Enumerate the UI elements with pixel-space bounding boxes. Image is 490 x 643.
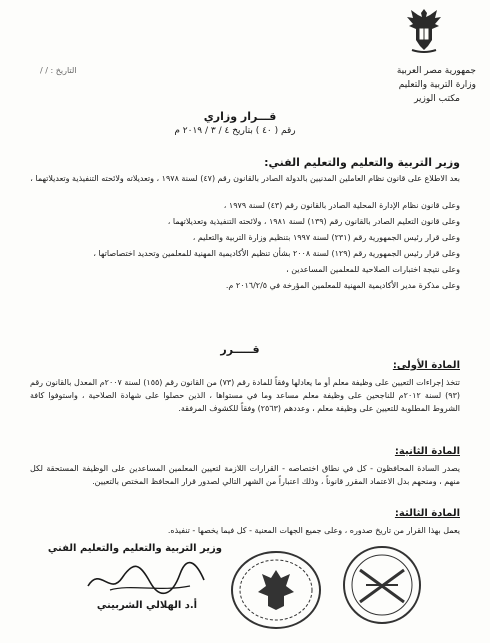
resolved-heading: قـــــرر xyxy=(220,343,260,356)
decree-title: قـــرار وزاري xyxy=(203,110,277,123)
signatory-title: وزير التربية والتعليم والتعليم الفني xyxy=(47,543,222,554)
preamble-item: وعلى قانون التعليم الصادر بالقانون رقم (١٣٩) لسنة ١٩٨١ ، ولائحته التنفيذية وتعديلاتهما ، xyxy=(167,217,460,226)
eagle-emblem-icon xyxy=(404,6,444,54)
header-ministry: وزارة التربية والتعليم xyxy=(398,80,476,90)
header-office: مكتب الوزير xyxy=(414,94,460,104)
article-2-text: يصدر السادة المحافظون - كل في نطاق اختصاصه - القرارات اللازمة لتعيين المعلمين المساعدين على الوظيفة المستحقة لكل منهم ، ومنحهم بدل الاعتماد المقرر قانوناً ، وذلك اعتباراً من الشهر التالي لصدور قرار المحافظ المختص بالتعيين. xyxy=(30,464,460,486)
article-3-text: يعمل بهذا القرار من تاريخ صدوره ، وعلى جميع الجهات المعنية - كل فيما يخصها - تنفيذه. xyxy=(167,526,460,535)
preamble-item: وعلى قرار رئيس الجمهورية رقم (٢٣١) لسنة ١٩٩٧ بتنظيم وزارة التربية والتعليم ، xyxy=(192,233,460,242)
preamble-item: وعلى مذكرة مدير الأكاديمية المهنية للمعلمين المؤرخة في ٢٠١٦/٢/٥ م. xyxy=(225,281,460,290)
preamble-item: وعلى قرار رئيس الجمهورية رقم (١٢٩) لسنة ٢٠٠٨ بشأن تنظيم الأكاديمية المهنية للمعلمين وتحديد اختصاصاتها ، xyxy=(93,249,460,258)
article-3-heading: المادة الثالثة: xyxy=(394,508,460,519)
handwritten-signature xyxy=(80,556,210,600)
minister-heading: وزير التربية والتعليم والتعليم الفني: xyxy=(264,156,460,169)
article-2-heading: المادة الثانية: xyxy=(394,446,460,457)
decree-number: رقم ( ٤٠ ) بتاريخ ٤ / ٣ / ٢٠١٩ م xyxy=(174,126,296,136)
preamble-item: وعلى قانون نظام الإدارة المحلية الصادر بالقانون رقم (٤٣) لسنة ١٩٧٩ ، xyxy=(223,201,460,210)
signatory-name: أ.د الهلالي الشربيني xyxy=(96,600,198,611)
article-1-heading: المادة الأولى: xyxy=(392,360,460,371)
stamp-seal-icon xyxy=(340,540,424,630)
article-1-text: تتخذ إجراءات التعيين على وظيفة معلم أو ما يعادلها وفقاً للمادة رقم (٧٣) من القانون رقم (١٥٥) لسنة ٢٠٠٧م المعدل بالقانون رقم (٩٣) لسنة ٢٠١٢م للناجحين على وظيفة معلم مساعد وما في مستواها ، الذين حصلوا على شهادة الصلاحية ، واستوفوا كافة الشروط المطلوبة للتعيين على وظيفة معلم ، وعددهم (٢٥٦٣) وفقاً للكشوف المرفقة. xyxy=(30,378,461,413)
preamble-item: وعلى نتيجة اختبارات الصلاحية للمعلمين المساعدين ، xyxy=(286,265,460,274)
header-country: جمهورية مصر العربية xyxy=(396,66,476,76)
preamble-item: بعد الاطلاع على قانون نظام العاملين المدنيين بالدولة الصادر بالقانون رقم (٤٧) لسنة ١٩٧٨ ، وتعديلاته ولائحته التنفيذية وتعديلاتهما ، xyxy=(30,174,460,183)
ministry-seal-icon xyxy=(228,548,324,632)
date-line: التاريخ : / / xyxy=(40,66,77,75)
